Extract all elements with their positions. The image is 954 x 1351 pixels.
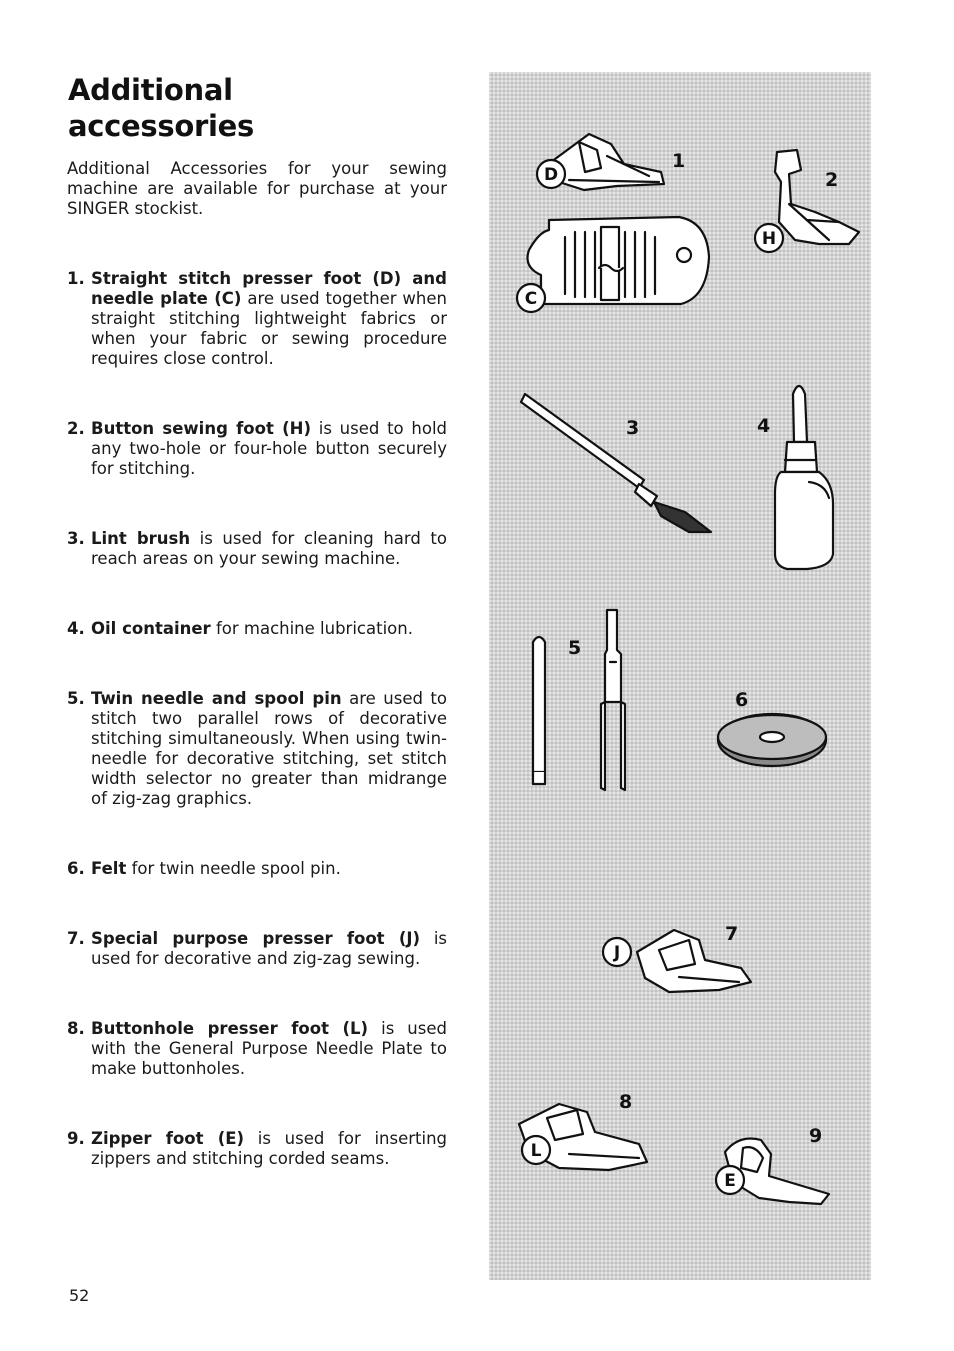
figure-label-2: 2	[825, 169, 839, 191]
item-number: 7.	[67, 929, 85, 948]
item-text: is used for inserting zippers and stitching corded seams.	[91, 1129, 447, 1168]
item-text: is used to hold any two-hole or four-hole button securely for stitching.	[91, 419, 447, 478]
list-item	[67, 1129, 447, 1169]
list-item	[67, 529, 447, 569]
figure-label-7: 7	[725, 923, 739, 945]
oil-container-icon	[775, 386, 833, 569]
list-item	[67, 419, 447, 479]
list-item	[67, 619, 447, 639]
item-number: 1.	[67, 269, 85, 288]
list-item	[67, 859, 447, 879]
item-name: Lint brush	[91, 529, 191, 548]
item-text: is used for decorative and zig-zag sewing.	[91, 929, 447, 968]
intro-paragraph: Additional Accessories for your sewing machine are available for purchase at your SINGER stockist.	[67, 159, 447, 218]
title-line-1: Additional	[68, 73, 233, 107]
lint-brush-icon	[521, 394, 711, 532]
part-letter-H: H	[761, 229, 777, 249]
figure-label-6: 6	[735, 689, 749, 711]
list-item	[67, 269, 447, 369]
needle-plate-icon	[528, 217, 710, 304]
list-item	[67, 689, 447, 809]
item-text: are used together when straight stitching lightweight fabrics or when your fabric or sewing procedure requires close control.	[91, 289, 447, 368]
item-text: is used with the General Purpose Needle Plate to make buttonholes.	[91, 1019, 447, 1078]
item-name: Buttonhole presser foot (L)	[91, 1019, 369, 1038]
item-number: 5.	[67, 689, 85, 708]
item-number: 2.	[67, 419, 85, 438]
item-name: Special purpose presser foot (J)	[91, 929, 421, 948]
list-item	[67, 1019, 447, 1079]
item-text: is used for cleaning hard to reach areas on your sewing machine.	[91, 529, 447, 568]
item-number: 3.	[67, 529, 85, 548]
part-letter-C: C	[524, 289, 538, 309]
part-letter-J: J	[613, 943, 621, 963]
page-number: 52	[69, 1286, 90, 1305]
felt-icon	[718, 714, 826, 766]
accessories-illustration	[489, 72, 871, 1280]
figure-label-9: 9	[809, 1125, 823, 1147]
item-name: Straight stitch presser foot (D) and needle plate (C)	[91, 269, 447, 308]
item-number: 8.	[67, 1019, 85, 1038]
straight-stitch-presser-foot-icon	[551, 134, 664, 190]
button-sewing-foot-icon	[775, 150, 859, 244]
spool-pin-icon	[533, 637, 545, 784]
part-letter-L: L	[530, 1141, 542, 1161]
figure-label-5: 5	[568, 637, 582, 659]
item-text: are used to stitch two parallel rows of decorative stitching simultaneously. When using twin-needle for decorative stitching, set stitch width selector no greater than midrange of zig-zag graphics.	[91, 689, 447, 808]
figure-label-4: 4	[757, 415, 771, 437]
part-letter-E: E	[724, 1171, 736, 1191]
title-line-2: accessories	[68, 109, 254, 143]
item-number: 4.	[67, 619, 85, 638]
item-number: 6.	[67, 859, 85, 878]
item-name: Felt	[91, 859, 127, 878]
item-name: Zipper foot (E)	[91, 1129, 245, 1148]
part-letter-D: D	[543, 165, 559, 185]
item-number: 9.	[67, 1129, 85, 1148]
list-item	[67, 929, 447, 969]
twin-needle-icon	[601, 610, 625, 790]
page-title	[68, 72, 254, 144]
item-text: for machine lubrication.	[210, 619, 413, 638]
item-name: Twin needle and spool pin	[91, 689, 342, 708]
figure-label-1: 1	[672, 150, 686, 172]
item-name: Button sewing foot (H)	[91, 419, 311, 438]
item-name: Oil container	[91, 619, 211, 638]
figure-label-3: 3	[626, 417, 640, 439]
accessories-illustration-panel	[489, 72, 871, 1280]
figure-label-8: 8	[619, 1091, 633, 1113]
item-text: for twin needle spool pin.	[126, 859, 341, 878]
